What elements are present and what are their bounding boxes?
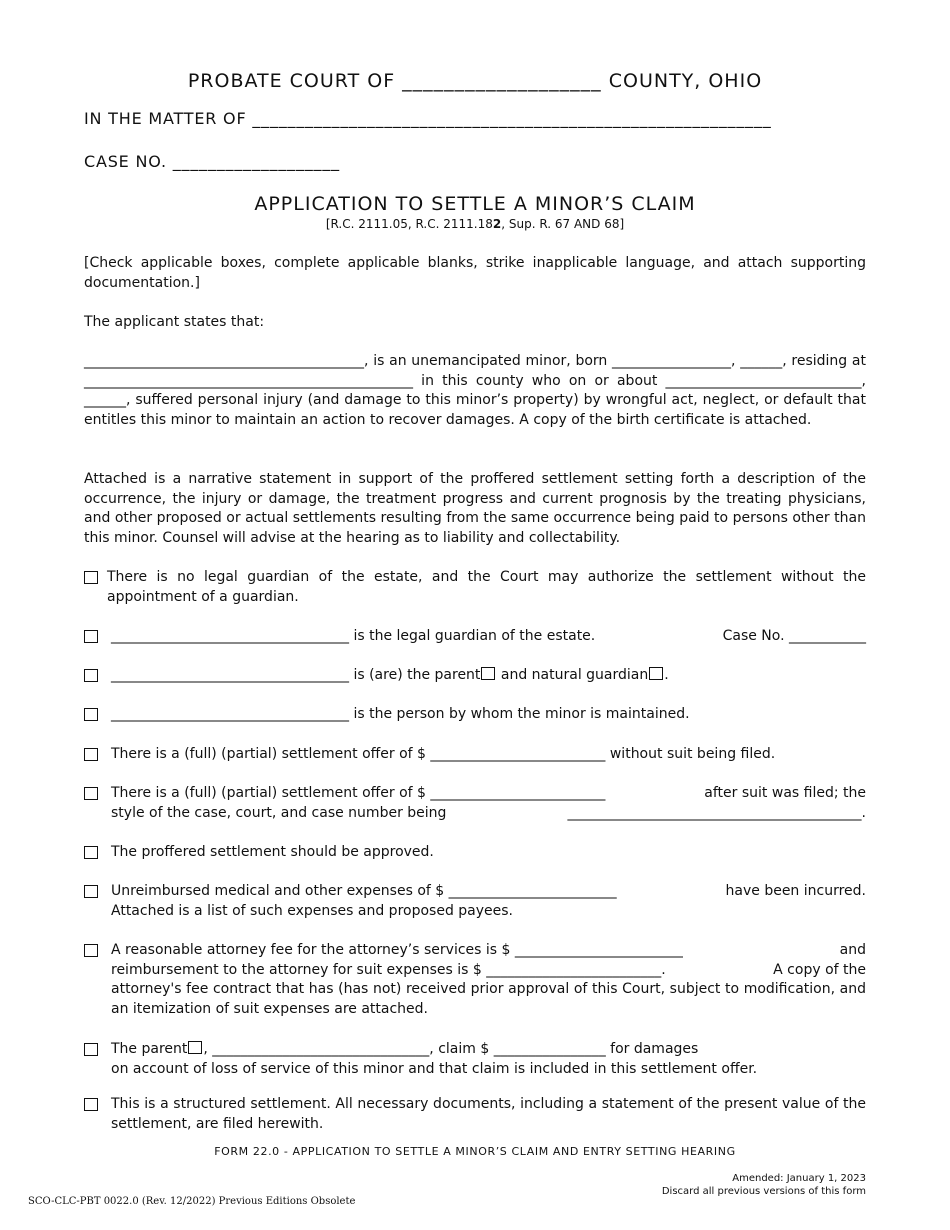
amended-block	[662, 1172, 866, 1198]
offer-suit-checkbox[interactable]	[84, 787, 98, 800]
amended-date: Amended: January 1, 2023	[732, 1173, 866, 1184]
item-maintained	[84, 705, 866, 725]
maintained-checkbox[interactable]	[84, 708, 98, 721]
attorney-fee-checkbox[interactable]	[84, 944, 98, 957]
footer-form-title: FORM 22.0 - APPLICATION TO SETTLE A MINOR’S CLAIM AND ENTRY SETTING HEARING	[214, 1145, 736, 1158]
discard-note: Discard all previous versions of this form	[661, 1186, 866, 1197]
offer-no-suit-left: There is a (full) (partial) settlement offer of $ _________________________	[111, 746, 606, 762]
attorney-line1	[111, 941, 866, 961]
attorney-line3: attorney's fee contract that has (has not) received prior approval of this Court, subject to modification, and an itemization of suit expenses are attached.	[111, 981, 866, 1017]
citation-part-a: [R.C. 2111.05, R.C. 2111.18	[325, 217, 493, 231]
structured-checkbox[interactable]	[84, 1098, 98, 1111]
citation-bold: 2	[492, 217, 502, 231]
parent-text	[111, 666, 866, 686]
parent-natural: and natural guardian	[500, 667, 649, 683]
matter-line: IN THE MATTER OF ___________________________________________________________	[84, 109, 772, 128]
form-title: APPLICATION TO SETTLE A MINOR’S CLAIM	[254, 193, 696, 215]
item-offer-no-suit	[84, 745, 866, 765]
attorney-line1-left: A reasonable attorney fee for the attorney’s services is $ ________________________	[111, 942, 683, 958]
maintained-text: __________________________________ is the person by whom the minor is maintained.	[111, 706, 690, 722]
offer-suit-line2	[111, 804, 866, 824]
item-legal-guardian	[84, 627, 866, 647]
attorney-line2	[111, 961, 866, 981]
attorney-line1-right: and	[839, 942, 866, 958]
parent-inline-checkbox[interactable]	[481, 667, 495, 680]
offer-suit-line1-left: There is a (full) (partial) settlement offer of $ _________________________	[111, 785, 606, 801]
parent-end: .	[664, 667, 669, 683]
item-approved	[84, 843, 866, 863]
item-structured	[84, 1095, 866, 1134]
approved-text: The proffered settlement should be approved.	[111, 844, 434, 860]
offer-suit-line2-left: style of the case, court, and case number being	[111, 804, 447, 821]
applicant-states: The applicant states that:	[84, 314, 265, 330]
item-attorney-fee	[84, 941, 866, 1019]
parent-claim-line2: on account of loss of service of this minor and that claim is included in this settlement offer.	[111, 1060, 758, 1077]
case-number-line: CASE NO. ___________________	[84, 152, 340, 171]
offer-suit-line2-right: __________________________________________.	[567, 804, 866, 821]
offer-suit-line1	[111, 784, 866, 804]
medical-line1	[111, 882, 866, 902]
legal-guardian-text	[111, 627, 866, 647]
offer-suit-line1-right: after suit was filed; the	[704, 785, 866, 801]
medical-line2: Attached is a list of such expenses and proposed payees.	[111, 902, 514, 919]
approved-checkbox[interactable]	[84, 846, 98, 859]
medical-line1-right: have been incurred.	[725, 883, 866, 899]
legal-guardian-case-no: Case No. ___________	[722, 628, 866, 644]
attorney-line2-left: reimbursement to the attorney for suit expenses is $ _________________________.	[111, 961, 666, 978]
parent-claim-line1	[111, 1040, 866, 1060]
parent-claim-checkbox[interactable]	[84, 1043, 98, 1056]
parent-claim-b: , _______________________________, claim $ ________________ for damages	[203, 1041, 699, 1057]
offer-no-suit-checkbox[interactable]	[84, 748, 98, 761]
item-medical-expenses	[84, 882, 866, 921]
item-offer-suit	[84, 784, 866, 823]
parent-claim-a: The parent	[111, 1041, 188, 1057]
parent-blank: __________________________________	[111, 667, 349, 683]
form-code: SCO-CLC-PBT 0022.0 (Rev. 12/2022) Previous Editions Obsolete	[28, 1196, 356, 1207]
parent-mid: is (are) the parent	[353, 667, 481, 683]
instructions: [Check applicable boxes, complete applicable blanks, strike inapplicable language, and attach supporting documentation.]	[84, 255, 866, 291]
item-no-guardian	[84, 568, 866, 607]
minor-paragraph: ________________________________________, is an unemancipated minor, born _________________, ______, residing at _______________________________________________ in this county who on or about ____________________________, ______, suffered personal injury (and damage to this minor’s property) by wrongful act, neglect, or default that entitles this minor to maintain an action to recover damages. A copy of the birth certificate is attached.	[84, 353, 866, 428]
medical-expenses-checkbox[interactable]	[84, 885, 98, 898]
parent-checkbox[interactable]	[84, 669, 98, 682]
medical-line1-left: Unreimbursed medical and other expenses of $ ________________________	[111, 883, 617, 899]
offer-no-suit-right: without suit being filed.	[609, 746, 776, 762]
legal-guardian-checkbox[interactable]	[84, 630, 98, 643]
item-parent	[84, 666, 866, 686]
legal-guardian-left: __________________________________ is the legal guardian of the estate.	[111, 628, 596, 644]
parent-claim-inline-checkbox[interactable]	[188, 1041, 202, 1054]
citation-part-b: , Sup. R. 67 AND 68]	[501, 217, 625, 231]
structured-text: This is a structured settlement. All necessary documents, including a statement of the present value of the settlement, are filed herewith.	[111, 1096, 866, 1132]
offer-no-suit-text	[111, 745, 866, 765]
attorney-line2-right: A copy of the	[773, 961, 866, 978]
court-heading: PROBATE COURT OF ___________________ COUNTY, OHIO	[187, 70, 763, 92]
item-parent-claim	[84, 1040, 866, 1079]
no-guardian-text: There is no legal guardian of the estate, and the Court may authorize the settlement without the appointment of a guardian.	[107, 569, 866, 605]
narrative-paragraph: Attached is a narrative statement in support of the proffered settlement setting forth a description of the occurrence, the injury or damage, the treatment progress and current prognosis by the treating physicians, and other proposed or actual settlements resulting from the same occurrence being paid to persons other than this minor. Counsel will advise at the hearing as to liability and collectability.	[84, 471, 866, 546]
natural-guardian-inline-checkbox[interactable]	[649, 667, 663, 680]
no-guardian-checkbox[interactable]	[84, 571, 98, 584]
statute-citation	[0, 217, 950, 231]
